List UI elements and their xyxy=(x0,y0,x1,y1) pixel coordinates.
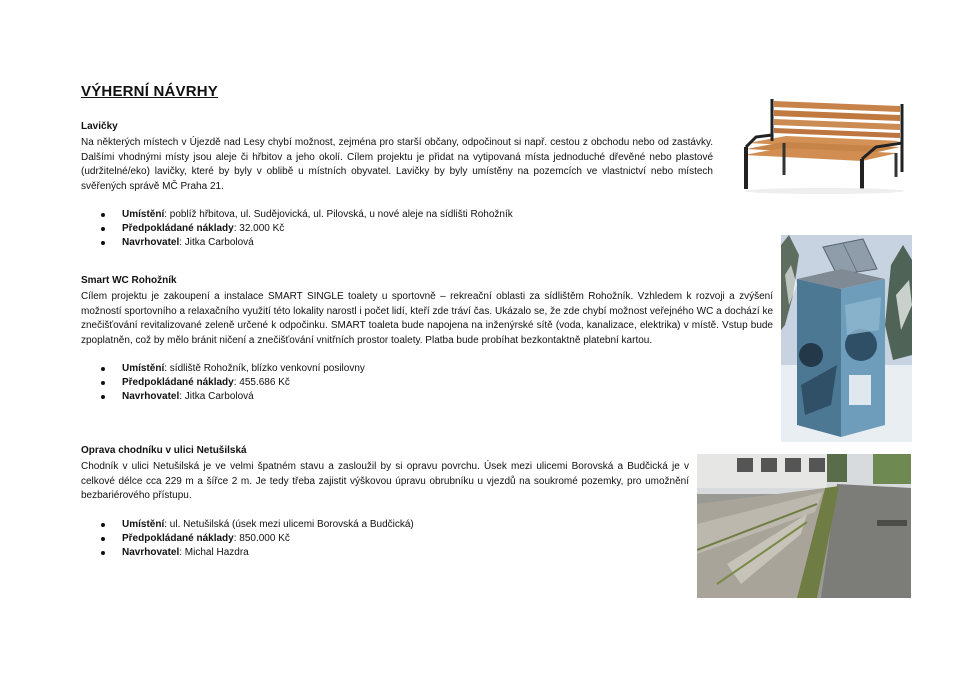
facts-list xyxy=(81,208,713,250)
fact-value: : poblíž hřbitova, ul. Sudějovická, ul. Pilovská, u nové aleje na sídlišti Rohožník xyxy=(164,209,513,220)
fact-label: Navrhovatel xyxy=(122,546,180,558)
section-heading: Smart WC Rohožník xyxy=(81,275,177,286)
section-heading: Oprava chodníku v ulici Netušilská xyxy=(81,445,247,456)
list-item xyxy=(81,390,773,404)
park-bench-photo xyxy=(736,97,912,195)
facts-list xyxy=(81,362,773,404)
fact-label: Umístění xyxy=(122,363,165,374)
fact-value: : 32.000 Kč xyxy=(233,223,285,234)
section-sidewalk xyxy=(81,444,689,560)
fact-value: : ul. Netušilská (úsek mezi ulicemi Borovská a Budčická) xyxy=(164,518,414,530)
list-item xyxy=(81,236,713,250)
fact-label: Umístění xyxy=(122,518,165,530)
list-item xyxy=(81,532,689,546)
fact-label: Předpokládané náklady xyxy=(122,223,234,234)
fact-label: Navrhovatel xyxy=(122,391,180,402)
fact-value: : Jitka Carbolová xyxy=(179,391,254,402)
fact-label: Předpokládané náklady xyxy=(122,377,234,388)
facts-list xyxy=(81,518,689,560)
section-smart-wc xyxy=(81,274,773,404)
section-heading: Lavičky xyxy=(81,121,118,132)
smart-toilet-photo xyxy=(781,235,912,442)
list-item xyxy=(81,222,713,236)
fact-label: Navrhovatel xyxy=(122,237,180,248)
fact-label: Umístění xyxy=(122,209,165,220)
list-item xyxy=(81,376,773,390)
list-item xyxy=(81,518,689,532)
page-title: VÝHERNÍ NÁVRHY xyxy=(81,83,218,100)
fact-label: Předpokládané náklady xyxy=(122,532,234,544)
section-benches xyxy=(81,120,713,250)
section-paragraph: Chodník v ulici Netušilská je ve velmi špatném stavu a zasloužil by si opravu povrchu. Úsek mezi ulicemi Borovská a Budčická je v celkové délce cca 229 m a šířce 2 m. Je tedy třeba zajistit výškovou úpravu obrubníku u vjezdů na soukromé pozemky, pro umožnění bezbariérového přístupu. xyxy=(81,461,689,501)
section-paragraph: Na některých místech v Újezdě nad Lesy chybí možnost, zejména pro starší občany, odpočinout si např. cestou z obchodu nebo od zastávky. Dalšími vhodnými místy jsou aleje či hřbitov a jeho okolí. Cílem projektu je přidat na vytipovaná místa jednoduché dřevěné nebo plastové (udržitelné/eko) lavičky, které by byly v oblibě u místních obyvatel. Lavičky by byly umístěny na pozemcích ve vlastnictví nebo místech svěřených správě MČ Praha 21. xyxy=(81,137,713,192)
fact-value: : 850.000 Kč xyxy=(233,532,290,544)
list-item xyxy=(81,546,689,560)
section-paragraph: Cílem projektu je zakoupení a instalace SMART SINGLE toalety u sportovně – rekreační oblasti za sídlištěm Rohožník. Vzhledem k rozvoji a zvýšení možností sportovního a relaxačního využití této lokality narostl i počet lidí, kteří zde tráví čas. Ukázalo se, že zde chybí možnost veřejného WC a dochází ke znečišťování revitalizované zeleně určené k odpočinku. SMART toaleta bude napojena na inženýrské sítě (voda, kanalizace, elektrika) v místě. Vstup bude zpoplatněn, což by mělo bránit ničení a znečišťování vnitřních prostor toalety. Platba bude probíhat bezkontaktně platební kartou. xyxy=(81,291,773,346)
fact-value: : Michal Hazdra xyxy=(179,546,249,558)
list-item xyxy=(81,362,773,376)
fact-value: : Jitka Carbolová xyxy=(179,237,254,248)
sidewalk-photo xyxy=(697,454,911,598)
list-item xyxy=(81,208,713,222)
fact-value: : sídliště Rohožník, blízko venkovní posilovny xyxy=(164,363,365,374)
fact-value: : 455.686 Kč xyxy=(233,377,290,388)
